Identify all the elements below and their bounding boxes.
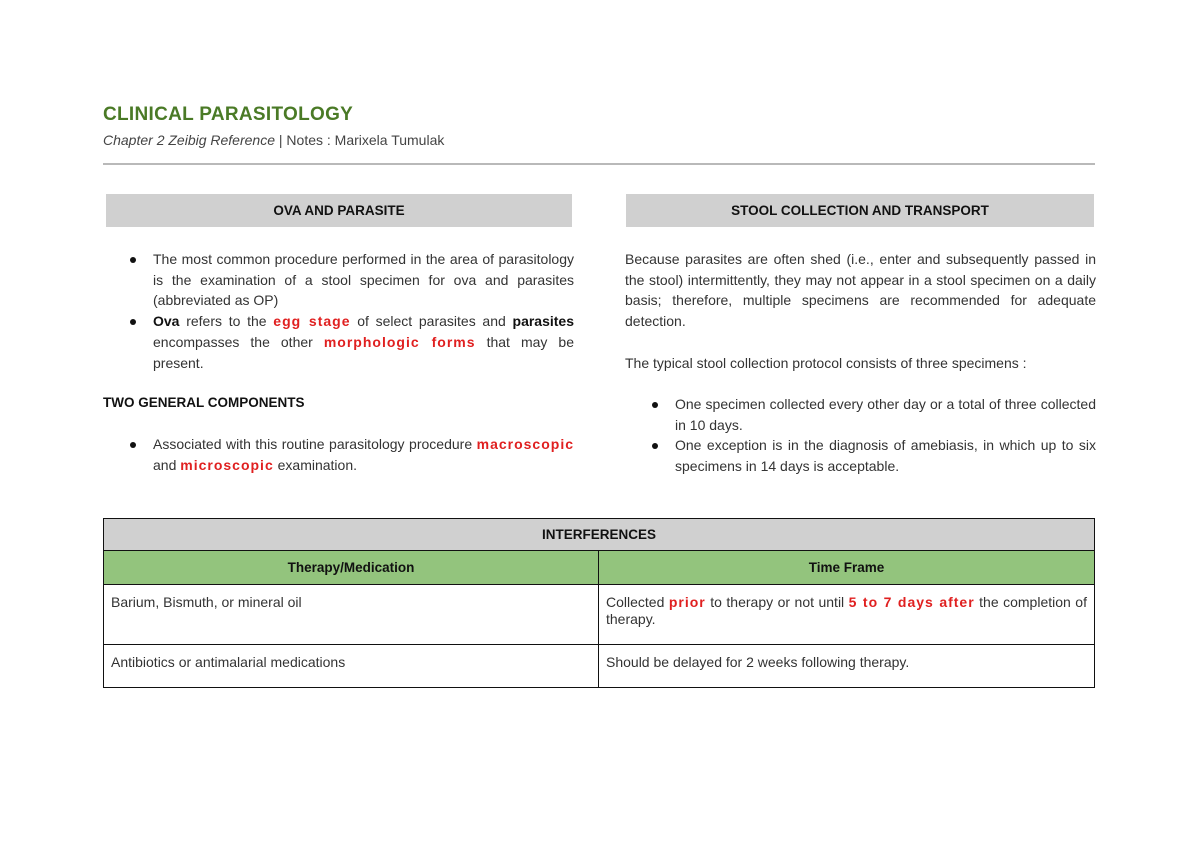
text-fragment: encompasses the other bbox=[153, 333, 324, 350]
header-divider bbox=[103, 163, 1095, 165]
list-item bbox=[103, 434, 574, 475]
time-frame-cell: Should be delayed for 2 weeks following therapy. bbox=[599, 645, 1095, 688]
highlight-prior: prior bbox=[668, 594, 706, 610]
list-item: The most common procedure performed in the area of parasitology is the examination of a stool specimen for ova and parasites (abbreviated as OP) bbox=[103, 249, 574, 311]
therapy-cell: Antibiotics or antimalarial medications bbox=[104, 645, 599, 688]
table-header-row bbox=[104, 551, 1095, 585]
document-subtitle bbox=[103, 132, 444, 148]
text-fragment: the completion of therapy. bbox=[606, 594, 1087, 627]
table-row bbox=[104, 645, 1095, 688]
components-bullet-list bbox=[103, 434, 574, 475]
stool-collection-section bbox=[625, 249, 1096, 477]
subtitle-notes: | Notes : Marixela Tumulak bbox=[275, 132, 445, 148]
column-header-time-frame: Time Frame bbox=[599, 551, 1095, 585]
list-item: One exception is in the diagnosis of amebiasis, in which up to six specimens in 14 days is acceptable. bbox=[625, 435, 1096, 476]
highlight-morphologic-forms: morphologic forms bbox=[323, 333, 476, 350]
highlight-egg-stage: egg stage bbox=[273, 313, 351, 330]
time-frame-cell bbox=[599, 585, 1095, 645]
list-item: One specimen collected every other day or a total of three collected in 10 days. bbox=[625, 394, 1096, 435]
subtitle-reference: Chapter 2 Zeibig Reference bbox=[103, 132, 275, 148]
list-item bbox=[103, 311, 574, 373]
interferences-table bbox=[103, 518, 1095, 688]
protocol-bullet-list bbox=[625, 394, 1096, 477]
therapy-cell: Barium, Bismuth, or mineral oil bbox=[104, 585, 599, 645]
highlight-macroscopic: macroscopic bbox=[476, 435, 574, 452]
stool-collection-paragraph: Because parasites are often shed (i.e., enter and subsequently passed in the stool) intermittently, they may not appear in a stool specimen on a daily basis; therefore, multiple specimens are recommended for adequate detection. bbox=[625, 251, 1096, 330]
document-title: CLINICAL PARASITOLOGY bbox=[103, 104, 354, 125]
protocol-paragraph: The typical stool collection protocol consists of three specimens : bbox=[625, 354, 1027, 371]
column-header-therapy: Therapy/Medication bbox=[104, 551, 599, 585]
two-general-components-heading: TWO GENERAL COMPONENTS bbox=[103, 395, 305, 411]
ova-and-parasite-heading: OVA AND PARASITE bbox=[106, 194, 572, 227]
text-fragment: Collected bbox=[606, 594, 669, 610]
table-row bbox=[104, 585, 1095, 645]
term-ova: Ova bbox=[153, 313, 180, 330]
text-fragment: to therapy or not until bbox=[705, 594, 849, 610]
interferences-title: INTERFERENCES bbox=[104, 519, 1095, 551]
highlight-microscopic: microscopic bbox=[180, 456, 274, 473]
text-fragment: refers to the bbox=[179, 313, 274, 330]
ova-bullet-list bbox=[103, 249, 574, 373]
text-fragment: of select parasites and bbox=[350, 313, 513, 330]
highlight-days-after: 5 to 7 days after bbox=[848, 594, 975, 610]
ova-and-parasite-section bbox=[103, 249, 574, 475]
text-fragment: examination. bbox=[273, 456, 358, 473]
text-fragment: and bbox=[153, 456, 181, 473]
text-fragment: that may be present. bbox=[153, 333, 575, 371]
table-title-row bbox=[104, 519, 1095, 551]
term-parasites: parasites bbox=[512, 313, 574, 330]
stool-collection-heading: STOOL COLLECTION AND TRANSPORT bbox=[626, 194, 1094, 227]
text-fragment: Associated with this routine parasitology procedure bbox=[153, 435, 477, 452]
